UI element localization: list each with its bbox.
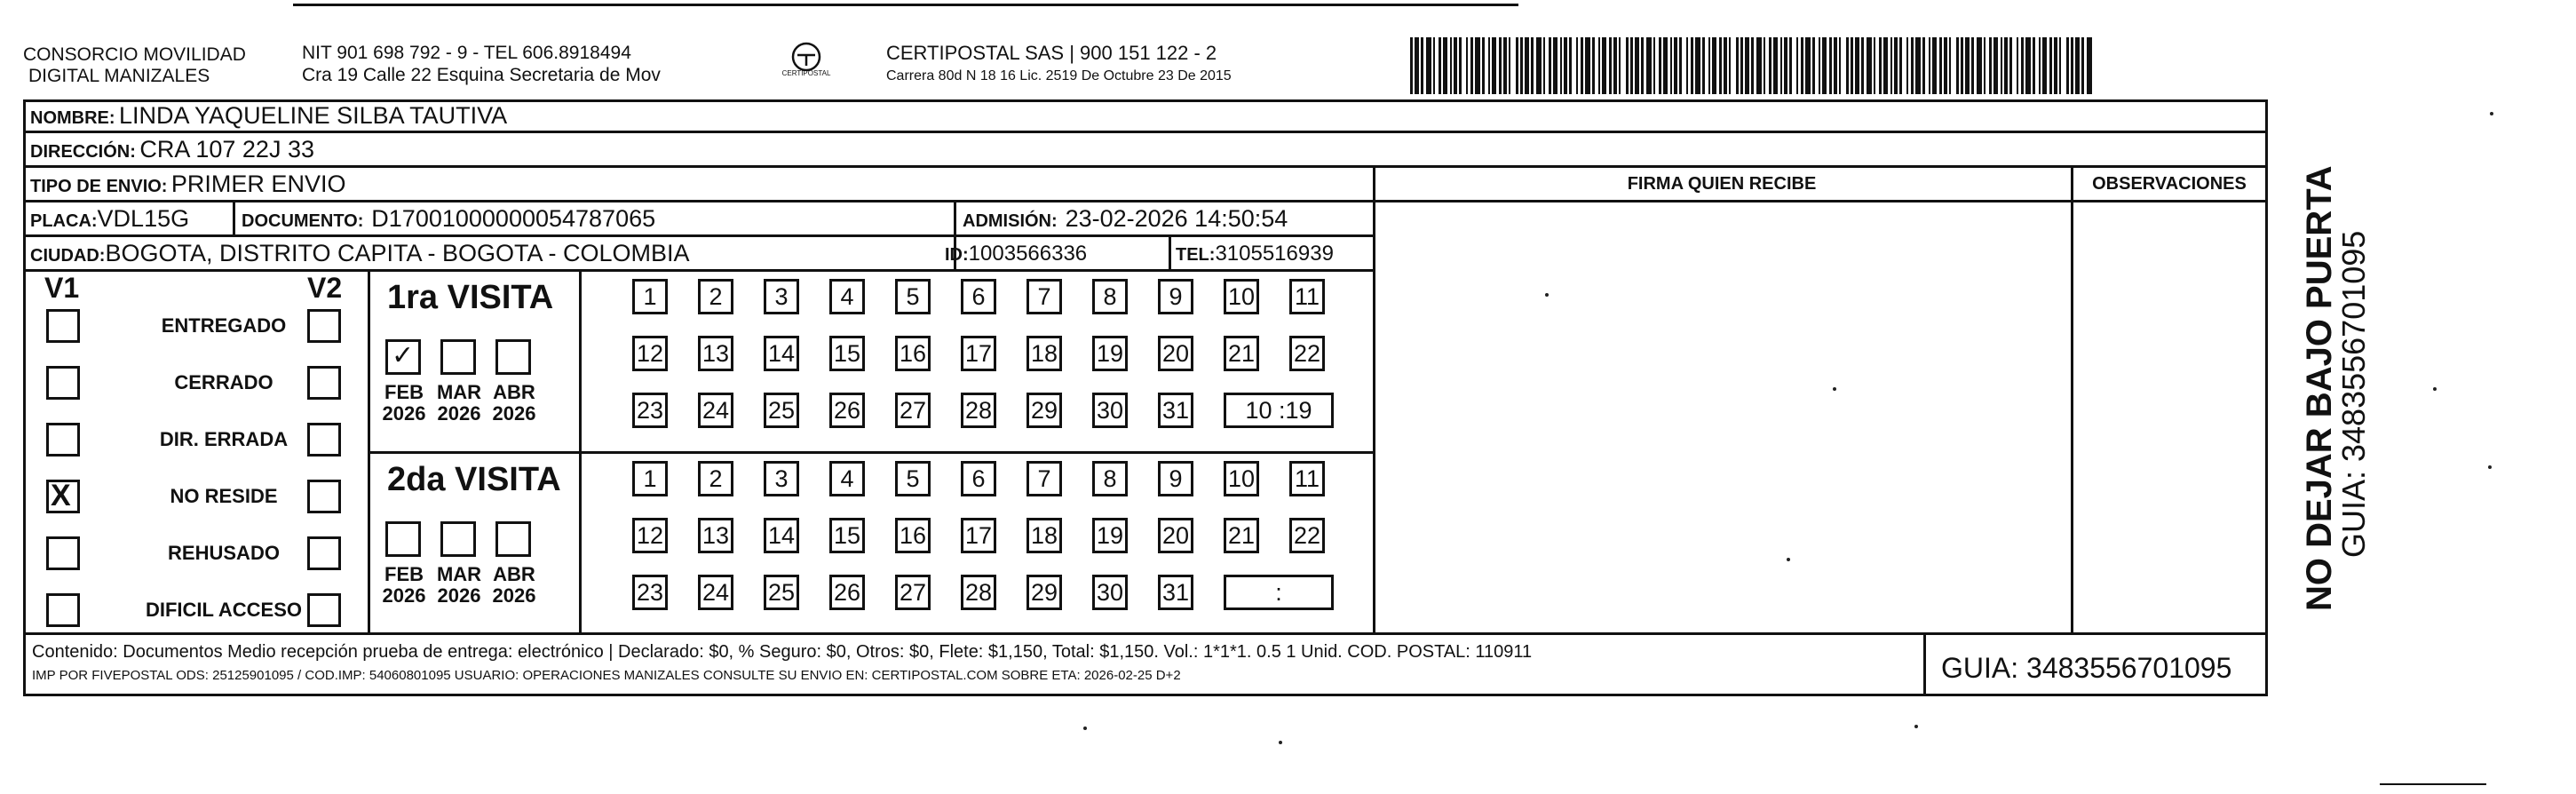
tipo-envio-value: PRIMER ENVIO: [170, 171, 346, 197]
row-divider: [23, 200, 2268, 202]
v2-checkbox-rehusado[interactable]: [307, 536, 341, 570]
barcode-bar: [1780, 37, 1782, 94]
barcode-bar: [1598, 37, 1600, 94]
direccion-row: [30, 136, 314, 163]
barcode-bar: [1989, 37, 1992, 94]
barcode-bar: [1553, 37, 1557, 94]
barcode-bar: [1691, 37, 1693, 94]
firma-header: FIRMA QUIEN RECIBE: [1627, 174, 1817, 194]
barcode-bar: [1929, 37, 1930, 94]
documento-label: DOCUMENTO:: [242, 211, 364, 231]
barcode-bar: [2054, 37, 2057, 94]
tel-value: 3105516939: [1215, 242, 1334, 266]
second-visit-month-feb-label: FEB 2026: [382, 563, 426, 607]
no-dejar-bajo-puerta: NO DEJAR BAJO PUERTA: [2300, 165, 2339, 611]
first-visit-day-29[interactable]: 29: [1026, 393, 1062, 428]
v2-checkbox-no-reside[interactable]: [307, 480, 341, 513]
barcode-bar: [2033, 37, 2035, 94]
barcode-bar: [1834, 37, 1837, 94]
barcode-bar: [1674, 37, 1677, 94]
logo-wordmark: CERTIPOSTAL: [781, 69, 831, 77]
second-visit-day-29[interactable]: 29: [1026, 575, 1062, 610]
barcode-bar: [1499, 37, 1502, 94]
first-visit-day-21[interactable]: 21: [1224, 336, 1259, 371]
status-label-cerrado: CERRADO: [174, 371, 273, 393]
barcode-bar: [1609, 37, 1612, 94]
second-visit-day-4[interactable]: 4: [829, 461, 865, 496]
first-visit-day-25[interactable]: 25: [764, 393, 799, 428]
first-visit-day-23[interactable]: 23: [632, 393, 668, 428]
tel-label: TEL:: [1176, 245, 1216, 265]
second-visit-day-9[interactable]: 9: [1158, 461, 1193, 496]
barcode-bar: [1525, 37, 1529, 94]
second-visit-time-box[interactable]: :: [1224, 575, 1334, 610]
second-visit-day-30[interactable]: 30: [1092, 575, 1128, 610]
second-visit-day-2[interactable]: 2: [698, 461, 733, 496]
barcode-bar: [2004, 37, 2008, 94]
barcode-bar: [1659, 37, 1661, 94]
ciudad-label: CIUDAD:: [30, 246, 106, 266]
company-nit: NIT 901 698 792 - 9 - TEL 606.8918494: [302, 43, 631, 63]
barcode-bar: [1729, 37, 1731, 94]
nombre-row: [30, 102, 507, 130]
second-visit-day-24[interactable]: 24: [698, 575, 733, 610]
second-visit-day-31[interactable]: 31: [1158, 575, 1193, 610]
barcode-bar: [1602, 37, 1606, 94]
barcode-bar: [1630, 37, 1633, 94]
barcode-bar: [1956, 37, 1959, 94]
barcode-bar: [1915, 37, 1921, 94]
first-visit-day-16[interactable]: 16: [895, 336, 931, 371]
barcode-bar: [1949, 37, 1951, 94]
barcode-bar: [1899, 37, 1902, 94]
barcode-bar: [1569, 37, 1572, 94]
ciudad-field: [30, 240, 690, 267]
barcode-bar: [1482, 37, 1485, 94]
barcode-bar: [2075, 37, 2080, 94]
barcode-bar: [1702, 37, 1705, 94]
admision-label: ADMISIÓN:: [963, 211, 1058, 231]
barcode-bar: [1861, 37, 1864, 94]
first-visit-month-abr-label: ABR 2026: [492, 381, 536, 425]
barcode-bar: [1410, 37, 1413, 94]
footer-print-line: IMP POR FIVEPOSTAL ODS: 25125901095 / COD.IMP: 54060801095 USUARIO: OPERACIONES MANIZALES CONSULTE SU ENVIO EN: CERTIPOSTAL.COM SOBRE ETA: 2026-02-25 D+2: [32, 668, 1181, 683]
second-visit-day-10[interactable]: 10: [1224, 461, 1259, 496]
barcode-bar: [1459, 37, 1462, 94]
tipo-envio-label: TIPO DE ENVIO:: [30, 177, 168, 196]
v2-checkbox-entregado[interactable]: [307, 309, 341, 343]
month-check-mark: ✓: [392, 341, 415, 370]
barcode-bar: [1646, 37, 1652, 94]
admision-field: [963, 205, 1288, 233]
barcode-bar: [1492, 37, 1496, 94]
barcode-bar: [1874, 37, 1875, 94]
first-visit-day-17[interactable]: 17: [961, 336, 996, 371]
first-visit-day-13[interactable]: 13: [698, 336, 733, 371]
barcode-bar: [1439, 37, 1441, 94]
id-field: [945, 242, 1087, 266]
second-visit-month-abr-checkbox[interactable]: [495, 521, 531, 557]
footer-divider: [23, 632, 2268, 635]
v1-mark: X: [51, 479, 71, 512]
barcode-bar: [1585, 37, 1590, 94]
second-visit-day-25[interactable]: 25: [764, 575, 799, 610]
barcode-bar: [1736, 37, 1739, 94]
first-visit-day-24[interactable]: 24: [698, 393, 733, 428]
barcode-bar: [1421, 37, 1423, 94]
barcode: [1410, 37, 2096, 94]
side-guia: GUIA: 3483556701095: [2335, 230, 2372, 558]
barcode-bar: [1679, 37, 1682, 94]
barcode-bar: [1906, 37, 1908, 94]
direccion-label: DIRECCIÓN:: [30, 142, 136, 162]
certipostal-logo: [771, 39, 842, 92]
ciudad-value: BOGOTA, DISTRITO CAPITA - BOGOTA - COLOMBIA: [105, 240, 690, 266]
company-name-line2: DIGITAL MANIZALES: [28, 66, 210, 86]
barcode-bar: [1851, 37, 1853, 94]
barcode-bar: [1773, 37, 1778, 94]
barcode-bar: [1613, 37, 1617, 94]
barcode-bar: [1592, 37, 1595, 94]
second-visit-day-15[interactable]: 15: [829, 518, 865, 553]
second-visit-day-12[interactable]: 12: [632, 518, 668, 553]
barcode-bar: [1805, 37, 1811, 94]
barcode-bar: [2001, 37, 2002, 94]
barcode-bar: [1450, 37, 1452, 94]
v2-checkbox-dir-errada[interactable]: [307, 423, 341, 457]
first-visit-month-feb-label: FEB 2026: [382, 381, 426, 425]
first-visit-day-15[interactable]: 15: [829, 336, 865, 371]
footer-guia: GUIA: 3483556701095: [1941, 652, 2232, 684]
first-visit-label: 1ra VISITA: [387, 279, 554, 316]
barcode-bar: [2066, 37, 2069, 94]
second-visit-month-feb-checkbox[interactable]: [385, 521, 421, 557]
top-scan-edge: [0, 0, 2576, 27]
barcode-bar: [1984, 37, 1986, 94]
barcode-bar: [1488, 37, 1490, 94]
id-label: ID:: [945, 245, 969, 265]
barcode-bar: [2071, 37, 2073, 94]
placa-field: [30, 205, 189, 233]
first-visit-day-12[interactable]: 12: [632, 336, 668, 371]
v1-checkbox-dificil-acceso[interactable]: [46, 593, 80, 627]
second-visit-month-mar-label: MAR 2026: [436, 563, 482, 607]
status-label-dificil-acceso: DIFICIL ACCESO: [145, 599, 302, 621]
barcode-bar: [1932, 37, 1937, 94]
barcode-bar: [1626, 37, 1629, 94]
barcode-bar: [1911, 37, 1914, 94]
tel-field: [1176, 242, 1334, 266]
barcode-bar: [2049, 37, 2052, 94]
second-visit-day-21[interactable]: 21: [1224, 518, 1259, 553]
barcode-bar: [1829, 37, 1832, 94]
barcode-bar: [1531, 37, 1534, 94]
barcode-bar: [1470, 37, 1473, 94]
first-visit-day-5[interactable]: 5: [895, 279, 931, 314]
barcode-bar: [1939, 37, 1942, 94]
status-label-rehusado: REHUSADO: [168, 542, 280, 564]
barcode-bar: [1769, 37, 1771, 94]
v1-checkbox-rehusado[interactable]: [46, 536, 80, 570]
barcode-bar: [1576, 37, 1578, 94]
barcode-bar: [1764, 37, 1765, 94]
nombre-value: LINDA YAQUELINE SILBA TAUTIVA: [119, 102, 508, 129]
second-visit-day-17[interactable]: 17: [961, 518, 996, 553]
first-visit-day-6[interactable]: 6: [961, 279, 996, 314]
barcode-bar: [1796, 37, 1798, 94]
barcode-bar: [1712, 37, 1716, 94]
barcode-bar: [1993, 37, 1998, 94]
barcode-bar: [2017, 37, 2018, 94]
barcode-bar: [1443, 37, 1447, 94]
barcode-bar: [2042, 37, 2047, 94]
second-visit-day-22[interactable]: 22: [1289, 518, 1325, 553]
barcode-bar: [1670, 37, 1672, 94]
barcode-bar: [1516, 37, 1518, 94]
id-value: 1003566336: [968, 242, 1088, 266]
barcode-bar: [2081, 37, 2084, 94]
second-visit-day-19[interactable]: 19: [1092, 518, 1128, 553]
first-visit-day-8[interactable]: 8: [1092, 279, 1128, 314]
first-visit-day-19[interactable]: 19: [1092, 336, 1128, 371]
admision-value: 23-02-2026 14:50:54: [1065, 205, 1288, 232]
barcode-bar: [1475, 37, 1480, 94]
barcode-bar: [1581, 37, 1583, 94]
barcode-bar: [1708, 37, 1710, 94]
first-visit-day-27[interactable]: 27: [895, 393, 931, 428]
documento-value: D17001000000054787065: [371, 205, 656, 232]
barcode-bar: [1641, 37, 1644, 94]
first-visit-day-30[interactable]: 30: [1092, 393, 1128, 428]
observations-left-border: [2071, 167, 2073, 634]
barcode-bar: [1415, 37, 1419, 94]
first-visit-day-31[interactable]: 31: [1158, 393, 1193, 428]
v2-checkbox-dificil-acceso[interactable]: [307, 593, 341, 627]
barcode-bar: [1751, 37, 1754, 94]
barcode-bar: [1977, 37, 1982, 94]
barcode-bar: [1822, 37, 1827, 94]
barcode-bar: [1686, 37, 1688, 94]
barcode-bar: [1883, 37, 1888, 94]
barcode-bar: [1695, 37, 1700, 94]
v1-checkbox-no-reside[interactable]: [46, 480, 80, 513]
second-visit-day-26[interactable]: 26: [829, 575, 865, 610]
first-visit-day-10[interactable]: 10: [1224, 279, 1259, 314]
second-visit-day-5[interactable]: 5: [895, 461, 931, 496]
signature-left-border: [1373, 201, 1375, 634]
second-visit-day-14[interactable]: 14: [764, 518, 799, 553]
barcode-bar: [1839, 37, 1841, 94]
second-visit-day-28[interactable]: 28: [961, 575, 996, 610]
barcode-bar: [2039, 37, 2041, 94]
v2-checkbox-cerrado[interactable]: [307, 366, 341, 400]
v1-checkbox-entregado[interactable]: [46, 309, 80, 343]
barcode-bar: [1867, 37, 1872, 94]
certipostal-nit: CERTIPOSTAL SAS | 900 151 122 - 2: [886, 42, 1217, 64]
barcode-bar: [1971, 37, 1974, 94]
barcode-bar: [1961, 37, 1963, 94]
barcode-bar: [1879, 37, 1882, 94]
second-visit-day-6[interactable]: 6: [961, 461, 996, 496]
barcode-bar: [1433, 37, 1435, 94]
visit-row-divider: [369, 451, 1373, 454]
barcode-bar: [1560, 37, 1562, 94]
placa-label: PLACA:: [30, 211, 98, 231]
barcode-bar: [1965, 37, 1970, 94]
second-visit-day-13[interactable]: 13: [698, 518, 733, 553]
status-label-dir-errada: DIR. ERRADA: [159, 428, 289, 450]
documento-field: [242, 205, 655, 233]
barcode-bar: [1653, 37, 1655, 94]
barcode-bar: [1536, 37, 1542, 94]
barcode-bar: [1756, 37, 1762, 94]
second-visit-day-11[interactable]: 11: [1289, 461, 1325, 496]
first-visit-day-20[interactable]: 20: [1158, 336, 1193, 371]
first-visit-day-3[interactable]: 3: [764, 279, 799, 314]
second-visit-day-8[interactable]: 8: [1092, 461, 1128, 496]
first-visit-day-11[interactable]: 11: [1289, 279, 1325, 314]
barcode-bar: [1543, 37, 1545, 94]
barcode-bar: [1466, 37, 1468, 94]
first-visit-day-2[interactable]: 2: [698, 279, 733, 314]
barcode-bar: [1894, 37, 1898, 94]
second-visit-month-mar-checkbox[interactable]: [440, 521, 476, 557]
first-visit-day-22[interactable]: 22: [1289, 336, 1325, 371]
placa-value: VDL15G: [97, 205, 190, 232]
second-visit-month-abr-label: ABR 2026: [492, 563, 536, 607]
tipo-envio-row: [30, 171, 345, 198]
barcode-bar: [1503, 37, 1507, 94]
barcode-bar: [1724, 37, 1727, 94]
company-name-line1: CONSORCIO MOVILIDAD: [23, 44, 246, 65]
first-visit-month-mar-label: MAR 2026: [436, 381, 482, 425]
first-visit-day-9[interactable]: 9: [1158, 279, 1193, 314]
direccion-value: CRA 107 22J 33: [139, 136, 314, 163]
first-visit-month-mar-checkbox[interactable]: [440, 339, 476, 375]
second-visit-day-18[interactable]: 18: [1026, 518, 1062, 553]
second-visit-day-27[interactable]: 27: [895, 575, 931, 610]
status-label-entregado: ENTREGADO: [161, 314, 287, 337]
v1-checkbox-cerrado[interactable]: [46, 366, 80, 400]
barcode-bar: [1890, 37, 1892, 94]
barcode-bar: [1509, 37, 1510, 94]
first-visit-month-feb-checkbox[interactable]: [385, 339, 421, 375]
barcode-bar: [2021, 37, 2024, 94]
first-visit-day-7[interactable]: 7: [1026, 279, 1062, 314]
barcode-bar: [1922, 37, 1925, 94]
status-label-no-reside: NO RESIDE: [170, 485, 278, 507]
second-visit-day-23[interactable]: 23: [632, 575, 668, 610]
barcode-bar: [1801, 37, 1803, 94]
row-divider: [23, 165, 2268, 168]
barcode-bar: [2009, 37, 2012, 94]
first-visit-day-1[interactable]: 1: [632, 279, 668, 314]
second-visit-label: 2da VISITA: [387, 461, 561, 498]
barcode-bar: [1520, 37, 1523, 94]
barcode-bar: [1454, 37, 1457, 94]
barcode-bar: [1740, 37, 1743, 94]
v2-label: V2: [307, 272, 343, 304]
barcode-bar: [1855, 37, 1859, 94]
barcode-bar: [1564, 37, 1567, 94]
second-visit-day-1[interactable]: 1: [632, 461, 668, 496]
barcode-bar: [1663, 37, 1668, 94]
first-visit-day-4[interactable]: 4: [829, 279, 865, 314]
barcode-bar: [2025, 37, 2031, 94]
row-divider: [23, 131, 2268, 133]
nombre-label: NOMBRE:: [30, 108, 115, 128]
barcode-bar: [2059, 37, 2061, 94]
barcode-bar: [1784, 37, 1787, 94]
footer-content-line: Contenido: Documentos Medio recepción prueba de entrega: electrónico | Declarado: $0, % Seguro: $0, Otros: $0, Flete: $1,150, Total: $1,150. Vol.: 1*1*1. 0.5 1 Unid. COD. POSTAL: 110911: [32, 642, 1533, 662]
barcode-bar: [1944, 37, 1947, 94]
first-visit-day-26[interactable]: 26: [829, 393, 865, 428]
first-visit-day-14[interactable]: 14: [764, 336, 799, 371]
first-visit-time-box[interactable]: 10 :19: [1224, 393, 1334, 428]
first-visit-day-18[interactable]: 18: [1026, 336, 1062, 371]
second-visit-day-7[interactable]: 7: [1026, 461, 1062, 496]
v1-checkbox-dir-errada[interactable]: [46, 423, 80, 457]
barcode-bar: [1426, 37, 1431, 94]
first-visit-day-28[interactable]: 28: [961, 393, 996, 428]
first-visit-month-abr-checkbox[interactable]: [495, 339, 531, 375]
barcode-bar: [1846, 37, 1849, 94]
observaciones-header: OBSERVACIONES: [2092, 174, 2247, 194]
v1-label: V1: [44, 272, 80, 304]
barcode-bar: [1745, 37, 1749, 94]
second-visit-day-3[interactable]: 3: [764, 461, 799, 496]
barcode-bar: [1635, 37, 1639, 94]
second-visit-day-20[interactable]: 20: [1158, 518, 1193, 553]
barcode-bar: [1619, 37, 1621, 94]
certipostal-address: Carrera 80d N 18 16 Lic. 2519 De Octubre 23 De 2015: [886, 68, 1232, 83]
barcode-bar: [1719, 37, 1722, 94]
barcode-bar: [1549, 37, 1551, 94]
barcode-bar: [1819, 37, 1820, 94]
company-address: Cra 19 Calle 22 Esquina Secretaria de Mov: [302, 65, 661, 85]
barcode-bar: [1789, 37, 1792, 94]
barcode-bar: [2087, 37, 2092, 94]
barcode-bar: [1812, 37, 1815, 94]
second-visit-day-16[interactable]: 16: [895, 518, 931, 553]
